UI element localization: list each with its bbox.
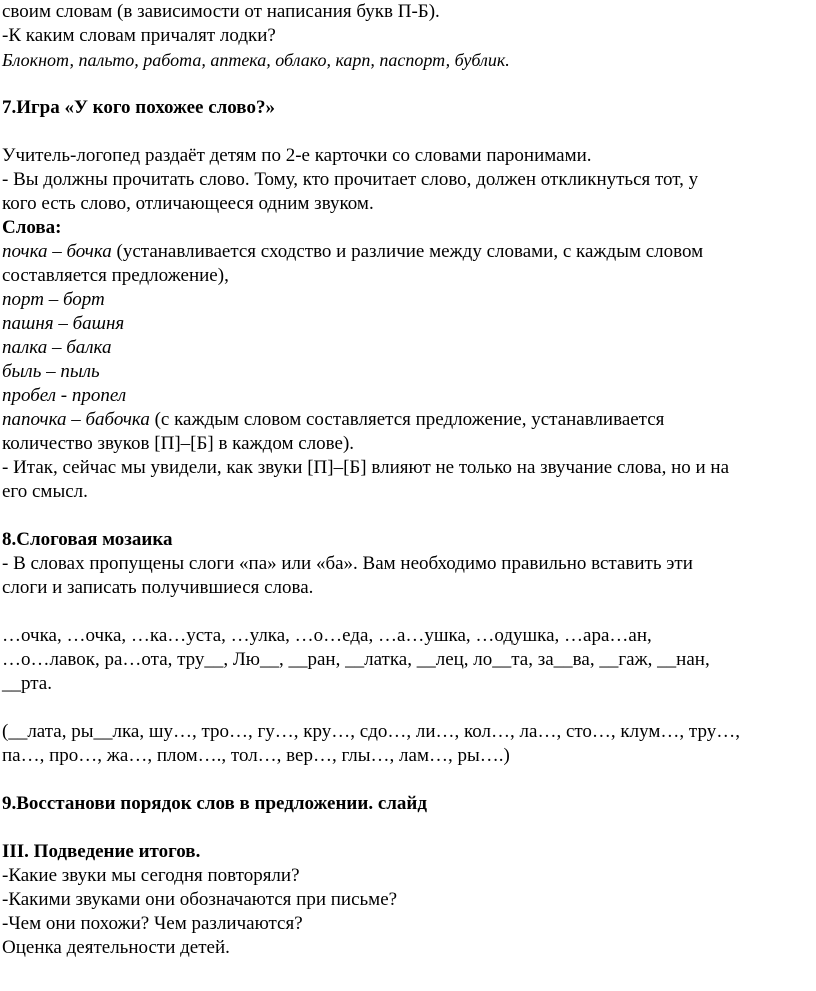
text-line: его смысл. xyxy=(2,481,88,502)
paronym-pair: быль – пыль xyxy=(2,361,100,382)
text-line: количество звуков [П]–[Б] в каждом слове). xyxy=(2,433,355,454)
text-line: кого есть слово, отличающееся одним звуком. xyxy=(2,193,374,214)
question-line: -Чем они похожи? Чем различаются? xyxy=(2,913,303,934)
text-line: Учитель-логопед раздаёт детям по 2-е карточки со словами паронимами. xyxy=(2,145,592,166)
paronym-pair: порт – борт xyxy=(2,289,105,310)
paronym-pair: почка – бочка xyxy=(2,241,112,262)
text-line: составляется предложение), xyxy=(2,265,229,286)
text-line: своим словам (в зависимости от написания букв П-Б). xyxy=(2,1,440,22)
section-8-heading: 8.Слоговая мозаика xyxy=(2,529,173,550)
section-iii-heading: III. Подведение итогов. xyxy=(2,841,201,862)
paronym-line xyxy=(2,408,814,432)
paronym-note: (устанавливается сходство и различие между словами, с каждым словом xyxy=(111,241,704,262)
section-9-heading: 9.Восстанови порядок слов в предложении. слайд xyxy=(2,793,427,814)
words-heading: Слова: xyxy=(2,217,62,238)
paronym-pair: пашня – башня xyxy=(2,313,125,334)
text-line: слоги и записать получившиеся слова. xyxy=(2,577,314,598)
exercise-line: па…, про…, жа…, плом…., тол…, вер…, глы…, лам…, ры….) xyxy=(2,745,510,766)
question-line: -К каким словам причалят лодки? xyxy=(2,25,276,46)
exercise-line: __рта. xyxy=(2,673,52,694)
word-list-line: Блокнот, пальто, работа, аптека, облако, карп, паспорт, бублик. xyxy=(2,50,510,70)
paronym-pair: палка – балка xyxy=(2,337,112,358)
text-line: - Вы должны прочитать слово. Тому, кто прочитает слово, должен откликнуться тот, у xyxy=(2,169,699,190)
paronym-pair: пробел - пропел xyxy=(2,385,127,406)
exercise-line: …очка, …очка, …ка…уста, …улка, …о…еда, …а…ушка, …одушка, …ара…ан, xyxy=(2,625,652,646)
exercise-line: (__лата, ры__лка, шу…, тро…, гу…, кру…, сдо…, ли…, кол…, ла…, сто…, клум…, тру…, xyxy=(2,721,740,742)
question-line: -Какими звуками они обозначаются при письме? xyxy=(2,889,398,910)
paronym-pair: папочка – бабочка xyxy=(2,409,150,430)
text-line: - Итак, сейчас мы увидели, как звуки [П]–[Б] влияют не только на звучание слова, но и на xyxy=(2,457,730,478)
text-line: - В словах пропущены слоги «па» или «ба». Вам необходимо правильно вставить эти xyxy=(2,553,693,574)
paronym-line xyxy=(2,240,814,264)
paronym-note: (с каждым словом составляется предложение, устанавливается xyxy=(149,409,665,430)
text-line: Оценка деятельности детей. xyxy=(2,937,230,958)
section-7-heading: 7.Игра «У кого похожее слово?» xyxy=(2,97,275,118)
question-line: -Какие звуки мы сегодня повторяли? xyxy=(2,865,300,886)
exercise-line: …о…лавок, ра…ота, тру__, Лю__, __ран, __латка, __лец, ло__та, за__ва, __гаж, __нан, xyxy=(2,649,710,670)
